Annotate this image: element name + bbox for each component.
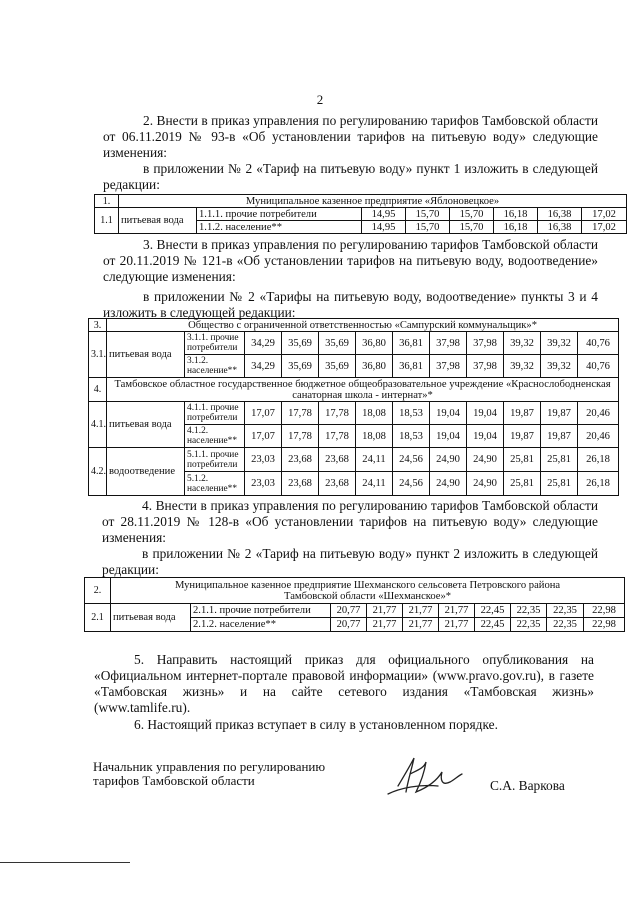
table2-cell: 23,03 (245, 472, 282, 496)
table2-cell: 36,81 (393, 355, 430, 378)
table2-cell: 37,98 (467, 355, 504, 378)
table2-cell: 26,18 (578, 472, 619, 496)
table2-cell: 35,69 (282, 332, 319, 355)
table2-row-label: 4.1.2. население** (185, 425, 245, 448)
table2-row-4-1-number: 4.1. (89, 402, 107, 448)
table3-cell: 22,35 (511, 604, 547, 618)
handwritten-signature (380, 748, 470, 808)
table2-cell: 34,29 (245, 332, 282, 355)
table3-cell: 20,77 (331, 604, 367, 618)
table2-cell: 19,04 (430, 425, 467, 448)
table1-cell: 16,38 (538, 221, 582, 234)
table2-row-label: 3.1.1. прочие потребители (185, 332, 245, 355)
table2-cell: 36,80 (356, 355, 393, 378)
table2-cell: 36,80 (356, 332, 393, 355)
table2-row-label: 4.1.1. прочие потребители (185, 402, 245, 425)
table2-cell: 23,68 (319, 472, 356, 496)
table2-cell: 23,68 (319, 448, 356, 472)
table3-organization: Муниципальное казенное предприятие Шехманского сельсовета Петровского района Тамбовской области «Шехманское»* (111, 578, 625, 604)
table2-cell: 19,87 (504, 402, 541, 425)
table3-cell: 21,77 (367, 618, 403, 632)
table2-cell: 34,29 (245, 355, 282, 378)
table2-row-4-1-service: питьевая вода (107, 402, 185, 448)
tariff-table-1 (94, 194, 627, 234)
table3-cell: 22,98 (584, 604, 625, 618)
table2-cell: 18,08 (356, 402, 393, 425)
table2-cell: 40,76 (578, 355, 619, 378)
signatory-title-line-2: тарифов Тамбовской области (93, 773, 255, 788)
table3-cell: 21,77 (439, 604, 475, 618)
table2-cell: 40,76 (578, 332, 619, 355)
table2-cell: 23,68 (282, 448, 319, 472)
table2-cell: 25,81 (504, 472, 541, 496)
table3-service: питьевая вода (111, 604, 191, 632)
paragraph-5: 5. Направить настоящий приказ для официального опубликования на «Официальном интернет-портале правовой информации» (www.pravo.gov.ru), в газете «Тамбовская жизнь» и на сайте сетевого издания «Тамбовская жизнь» (www.tamlife.ru). (94, 652, 594, 715)
table2-cell: 19,87 (541, 425, 578, 448)
table2-cell: 20,46 (578, 402, 619, 425)
table2-cell: 24,56 (393, 448, 430, 472)
table2-section-4-organization: Тамбовское областное государственное бюджетное общеобразовательное учреждение «Краснослободненская санаторная школа - интернат»* (107, 378, 619, 402)
table2-cell: 37,98 (430, 355, 467, 378)
table1-section-number: 1. (95, 195, 119, 208)
table2-cell: 35,69 (319, 355, 356, 378)
paragraph-6: 6. Настоящий приказ вступает в силу в установленном порядке. (134, 717, 498, 732)
table1-cell: 15,70 (450, 208, 494, 221)
table2-row-label: 5.1.2. население** (185, 472, 245, 496)
table1-cell: 14,95 (362, 221, 406, 234)
table1-cell: 15,70 (406, 221, 450, 234)
table3-row-number: 2.1 (85, 604, 111, 632)
table2-cell: 18,53 (393, 402, 430, 425)
table2-cell: 17,78 (282, 425, 319, 448)
table1-row-label: 1.1.2. население** (197, 221, 362, 234)
table2-section-3-number: 3. (89, 319, 107, 332)
table3-cell: 22,45 (475, 618, 511, 632)
table2-cell: 17,07 (245, 425, 282, 448)
table3-cell: 21,77 (367, 604, 403, 618)
table2-cell: 37,98 (467, 332, 504, 355)
table3-row-label: 2.1.1. прочие потребители (191, 604, 331, 618)
table1-organization: Муниципальное казенное предприятие «Яблоновецкое» (119, 195, 627, 208)
paragraph-3-sub: в приложении № 2 «Тарифы на питьевую воду, водоотведение» пункты 3 и 4 изложить в следующей редакции: (103, 289, 598, 320)
table2-cell: 24,90 (430, 448, 467, 472)
page-number: 2 (316, 92, 324, 107)
paragraph-4-sub: в приложении № 2 «Тариф на питьевую воду» пункт 2 изложить в следующей редакции: (102, 546, 598, 577)
paragraph-4: 4. Внести в приказ управления по регулированию тарифов Тамбовской области от 28.11.2019 № 128-в «Об установлении тарифов на питьевую воду» следующие изменения: (102, 498, 598, 545)
table2-cell: 39,32 (541, 332, 578, 355)
table2-cell: 20,46 (578, 425, 619, 448)
table2-cell: 19,87 (504, 425, 541, 448)
table2-cell: 39,32 (504, 332, 541, 355)
table2-section-3-organization: Общество с ограниченной ответственностью «Сампурский коммунальщик»* (107, 319, 619, 332)
table1-cell: 15,70 (406, 208, 450, 221)
table3-cell: 21,77 (403, 618, 439, 632)
table2-cell: 18,08 (356, 425, 393, 448)
table2-cell: 24,90 (467, 448, 504, 472)
table1-cell: 16,38 (538, 208, 582, 221)
table3-cell: 22,98 (584, 618, 625, 632)
table2-cell: 23,68 (282, 472, 319, 496)
table1-row-number: 1.1 (95, 208, 119, 234)
table2-row-label: 5.1.1. прочие потребители (185, 448, 245, 472)
table2-cell: 17,78 (319, 402, 356, 425)
table2-cell: 39,32 (541, 355, 578, 378)
table3-row-label: 2.1.2. население** (191, 618, 331, 632)
table1-cell: 16,18 (494, 221, 538, 234)
table2-cell: 35,69 (282, 355, 319, 378)
signatory-title-line-1: Начальник управления по регулированию (93, 759, 326, 774)
table1-cell: 15,70 (450, 221, 494, 234)
table1-row-label: 1.1.1. прочие потребители (197, 208, 362, 221)
table3-cell: 21,77 (439, 618, 475, 632)
table2-section-4-number: 4. (89, 378, 107, 402)
table2-cell: 25,81 (504, 448, 541, 472)
paragraph-3: 3. Внести в приказ управления по регулированию тарифов Тамбовской области от 20.11.2019 № 121-в «Об установлении тарифов на питьевую воду, водоотведение» следующие изменения: (103, 237, 598, 284)
table3-cell: 20,77 (331, 618, 367, 632)
table2-row-label: 3.1.2. население** (185, 355, 245, 378)
table2-cell: 24,90 (467, 472, 504, 496)
table2-cell: 18,53 (393, 425, 430, 448)
table2-cell: 17,07 (245, 402, 282, 425)
tariff-table-3 (84, 577, 625, 632)
table2-cell: 24,90 (430, 472, 467, 496)
table1-cell: 17,02 (582, 208, 627, 221)
table2-cell: 25,81 (541, 472, 578, 496)
table3-cell: 22,35 (547, 618, 584, 632)
table2-cell: 37,98 (430, 332, 467, 355)
table2-cell: 19,04 (467, 402, 504, 425)
table2-cell: 24,11 (356, 472, 393, 496)
paragraph-2: 2. Внести в приказ управления по регулированию тарифов Тамбовской области от 06.11.2019 № 93-в «Об установлении тарифов на питьевую воду» следующие изменения: (103, 113, 598, 160)
table3-cell: 22,45 (475, 604, 511, 618)
table2-row-3-1-number: 3.1. (89, 332, 107, 378)
table3-section-number: 2. (85, 578, 111, 604)
table2-cell: 19,04 (467, 425, 504, 448)
table2-cell: 35,69 (319, 332, 356, 355)
table2-cell: 17,78 (282, 402, 319, 425)
signatory-title (93, 760, 325, 788)
table2-cell: 17,78 (319, 425, 356, 448)
table2-cell: 24,56 (393, 472, 430, 496)
table2-cell: 36,81 (393, 332, 430, 355)
table2-cell: 26,18 (578, 448, 619, 472)
table2-cell: 23,03 (245, 448, 282, 472)
tariff-table-2 (88, 318, 619, 496)
table2-cell: 24,11 (356, 448, 393, 472)
table1-cell: 16,18 (494, 208, 538, 221)
table2-cell: 39,32 (504, 355, 541, 378)
paragraph-2-sub: в приложении № 2 «Тариф на питьевую воду» пункт 1 изложить в следующей редакции: (103, 161, 598, 192)
table2-row-4-2-number: 4.2. (89, 448, 107, 496)
table3-cell: 21,77 (403, 604, 439, 618)
table1-service: питьевая вода (119, 208, 197, 234)
table2-row-3-1-service: питьевая вода (107, 332, 185, 378)
signatory-name: С.А. Варкова (490, 778, 565, 793)
table2-cell: 19,04 (430, 402, 467, 425)
table1-cell: 17,02 (582, 221, 627, 234)
table2-cell: 25,81 (541, 448, 578, 472)
table1-cell: 14,95 (362, 208, 406, 221)
footnote-divider (0, 862, 130, 863)
table2-row-4-2-service: водоотведение (107, 448, 185, 496)
table2-cell: 19,87 (541, 402, 578, 425)
table3-cell: 22,35 (547, 604, 584, 618)
table3-cell: 22,35 (511, 618, 547, 632)
